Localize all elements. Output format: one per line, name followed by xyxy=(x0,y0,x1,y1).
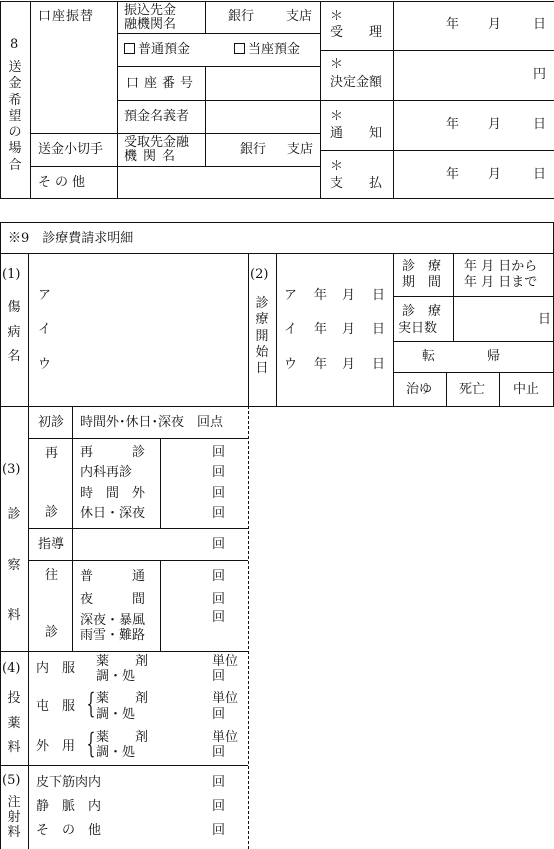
brace-ton-icon: { xyxy=(86,687,96,720)
med-ext-times: 回 xyxy=(212,745,226,760)
start-i-year: 年 xyxy=(314,322,328,337)
home-visit-item-1: 普 通 xyxy=(80,569,146,584)
start-i: イ xyxy=(284,322,298,337)
account-name-label: 預金名義者 xyxy=(124,109,190,124)
touza-option[interactable] xyxy=(234,43,300,56)
outcome-label: 転 帰 xyxy=(422,349,501,364)
period-to: 年 月 日まで xyxy=(464,275,538,290)
recv-bank-label-2: 機関名 xyxy=(124,149,182,164)
payment-year: 年 xyxy=(446,167,460,182)
revisit-times-2: 回 xyxy=(212,465,226,480)
start-a-month: 月 xyxy=(342,288,356,303)
disease-label: 傷 病 名 xyxy=(7,300,21,365)
start-a-year: 年 xyxy=(314,288,328,303)
period-label-1: 診 療 xyxy=(402,259,442,274)
touza-label: 当座預金 xyxy=(248,42,301,57)
yen-label: 円 xyxy=(533,67,547,82)
receipt-day: 日 xyxy=(533,17,547,32)
start-i-month: 月 xyxy=(342,322,356,337)
payment-label: 支 払 xyxy=(330,176,383,191)
payment-asterisk: ＊ xyxy=(330,159,344,174)
inj-times-2: 回 xyxy=(212,799,226,814)
consult-number: (3) xyxy=(2,462,21,477)
med-internal-times: 回 xyxy=(212,669,226,684)
futsuu-option[interactable] xyxy=(124,43,190,56)
notice-year: 年 xyxy=(446,117,460,132)
notice-day: 日 xyxy=(533,117,547,132)
revisit-item-2: 内科再診 xyxy=(80,465,133,480)
inj-number: (5) xyxy=(2,773,21,788)
receipt-asterisk: ＊ xyxy=(330,9,344,24)
section-8-label: 送 金 希 望 の 場 合 xyxy=(8,60,22,173)
revisit-times-3: 回 xyxy=(212,486,226,501)
notice-month: 月 xyxy=(488,117,502,132)
decided-amount-label: 決定金額 xyxy=(330,75,383,90)
receipt-month: 月 xyxy=(488,17,502,32)
med-external: 外 用 xyxy=(36,739,76,754)
med-ton-drug: 薬 剤 xyxy=(96,691,149,706)
first-visit-label: 初診 xyxy=(38,415,65,430)
outcome-cured[interactable]: 治ゆ xyxy=(406,382,433,397)
med-ton-times: 回 xyxy=(212,707,226,722)
med-ton-unit: 単位 xyxy=(212,691,239,706)
days-label-2: 実日数 xyxy=(398,321,438,336)
receipt-year: 年 xyxy=(446,17,460,32)
med-internal-drug: 薬 剤 xyxy=(96,654,149,669)
home-visit-label-2: 診 xyxy=(45,625,59,640)
start-u-day: 日 xyxy=(372,357,386,372)
period-label-2: 期 間 xyxy=(402,275,442,290)
outcome-stopped[interactable]: 中止 xyxy=(513,382,540,397)
bank-label: 銀行 xyxy=(228,9,255,24)
account-name-field[interactable] xyxy=(207,102,318,132)
section-8-number: 8 xyxy=(10,37,19,52)
section-9-title: ※9 診療費請求明細 xyxy=(8,231,134,246)
amount-asterisk: ＊ xyxy=(330,57,344,72)
start-u-month: 月 xyxy=(342,357,356,372)
first-visit-detail: 時間外･休日･深夜 回点 xyxy=(80,415,224,430)
home-visit-times-2: 回 xyxy=(212,592,226,607)
revisit-label-1: 再 xyxy=(45,446,59,461)
revisit-item-3: 時 間 外 xyxy=(80,486,146,501)
home-visit-label-1: 往 xyxy=(45,568,59,583)
start-u: ウ xyxy=(284,357,298,372)
start-label: 診 療 開 始 日 xyxy=(255,296,269,376)
recv-bank-branch: 支店 xyxy=(287,142,314,157)
notice-label: 通 知 xyxy=(330,126,383,141)
revisit-times-4: 回 xyxy=(212,506,226,521)
branch-label: 支店 xyxy=(286,9,313,24)
med-internal-unit: 単位 xyxy=(212,654,239,669)
home-visit-times-3: 回 xyxy=(212,610,226,625)
revisit-item-1: 再 診 xyxy=(80,445,146,460)
home-visit-item-3: 深夜・暴風 xyxy=(80,613,146,628)
inj-item-1: 皮下筋肉内 xyxy=(36,775,102,790)
inj-times-3: 回 xyxy=(212,823,226,838)
med-ext-unit: 単位 xyxy=(212,730,239,745)
med-ext-drug: 薬 剤 xyxy=(96,730,149,745)
check-label: 送金小切手 xyxy=(38,142,104,157)
med-ton-prep: 調・処 xyxy=(96,707,136,722)
home-visit-item-2: 夜 間 xyxy=(80,592,146,607)
receipt-label: 受 理 xyxy=(330,25,383,40)
inj-item-3: そ の 他 xyxy=(36,823,102,838)
futsuu-label: 普通預金 xyxy=(138,42,191,57)
disease-number: (1) xyxy=(2,267,21,282)
futsuu-checkbox[interactable] xyxy=(124,43,135,54)
med-number: (4) xyxy=(2,661,21,676)
start-u-year: 年 xyxy=(314,357,328,372)
start-a: ア xyxy=(284,288,298,303)
start-a-day: 日 xyxy=(372,288,386,303)
payment-day: 日 xyxy=(533,167,547,182)
notice-asterisk: ＊ xyxy=(330,109,344,124)
transfer-label: 口座振替 xyxy=(38,9,95,24)
account-number-field[interactable] xyxy=(207,68,318,98)
other-label: その他 xyxy=(38,175,90,190)
start-i-day: 日 xyxy=(372,322,386,337)
dest-bank-label-1: 振込先金 xyxy=(124,3,177,18)
disease-a: ア xyxy=(38,288,52,303)
recv-bank-label-1: 受取先金融 xyxy=(124,135,190,150)
med-internal: 内 服 xyxy=(36,661,76,676)
payment-month: 月 xyxy=(488,167,502,182)
recv-bank-bank: 銀行 xyxy=(240,142,267,157)
disease-u: ウ xyxy=(38,357,52,372)
revisit-times-1: 回 xyxy=(212,445,226,460)
touza-checkbox[interactable] xyxy=(234,43,245,54)
med-ext-prep: 調・処 xyxy=(96,745,136,760)
consult-label: 診 察 料 xyxy=(7,507,21,624)
dest-bank-label-2: 融機関名 xyxy=(124,17,177,32)
med-internal-prep: 調・処 xyxy=(96,669,136,684)
revisit-item-4: 休日・深夜 xyxy=(80,506,146,521)
med-label: 投 薬 料 xyxy=(7,691,21,756)
inj-label: 注 射 料 xyxy=(7,795,21,840)
days-unit: 日 xyxy=(538,312,552,327)
days-label-1: 診 療 xyxy=(402,304,442,319)
start-number: (2) xyxy=(250,267,269,282)
outcome-death[interactable]: 死亡 xyxy=(459,382,486,397)
home-visit-times-1: 回 xyxy=(212,569,226,584)
period-from: 年 月 日から xyxy=(464,259,538,274)
disease-i: イ xyxy=(38,322,52,337)
med-ton: 屯 服 xyxy=(36,699,76,714)
account-number-label: 口座番号 xyxy=(126,76,199,91)
inj-times-1: 回 xyxy=(212,775,226,790)
revisit-label-2: 診 xyxy=(45,505,59,520)
brace-ext-icon: { xyxy=(86,727,96,760)
guidance-times: 回 xyxy=(212,537,226,552)
guidance-label: 指導 xyxy=(38,537,65,552)
home-visit-item-4: 雨雪・難路 xyxy=(80,628,146,643)
inj-item-2: 静 脈 内 xyxy=(36,799,102,814)
